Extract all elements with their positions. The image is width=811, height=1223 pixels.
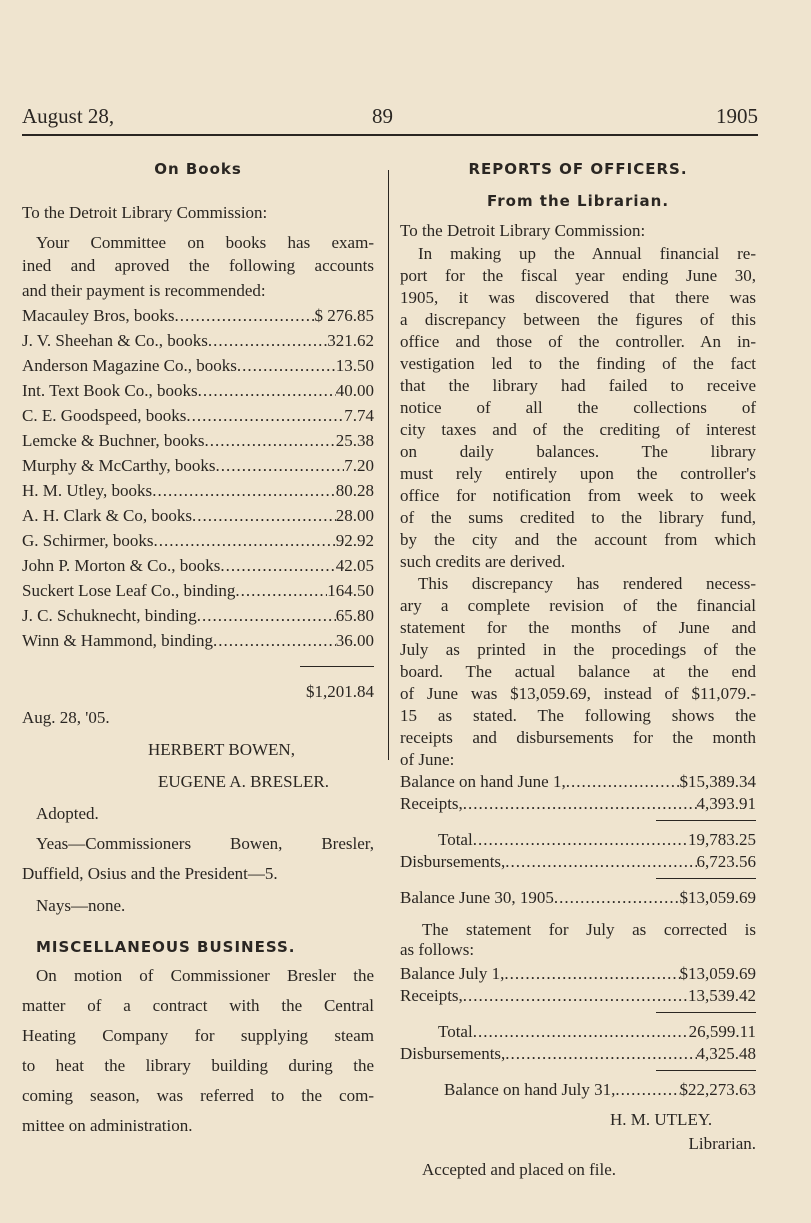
report-date: Aug. 28, '05. [22, 708, 110, 727]
para1-line: by the city and the account from which [400, 530, 756, 549]
page-header [22, 104, 758, 134]
salutation: To the Detroit Library Commission: [22, 203, 268, 222]
header-rule [22, 134, 758, 136]
para2-line: of June was $13,059.69, instead of $11,079.- [400, 684, 756, 703]
para2-line: receipts and disbursements for the month [400, 728, 756, 747]
yeas-line: Yeas—Commissioners Bowen, Bresler, [36, 834, 374, 853]
para1-line: office for notification from week to week [400, 486, 756, 505]
para2-line: statement for the months of June and [400, 618, 756, 637]
signer-name: HERBERT BOWEN, [148, 740, 295, 759]
ledger-row: Balance on hand June 1, ..... $15,389.34 [400, 772, 756, 792]
ledger-row: Balance on hand July 31, ..... $22,273.63 [444, 1080, 756, 1100]
account-row: G. Schirmer, books ..... 92.92 [22, 531, 374, 551]
ledger-row: Balance July 1, ..... $13,059.69 [400, 964, 756, 984]
account-row: C. E. Goodspeed, books ..... 7.74 [22, 406, 374, 426]
ledger-row: Total ..... 26,599.11 [438, 1022, 756, 1042]
para1-line: In making up the Annual financial re- [418, 244, 756, 263]
para1-line: port for the fiscal year ending June 30, [400, 266, 756, 285]
account-row: A. H. Clark & Co, books ..... 28.00 [22, 506, 374, 526]
ledger-rule [656, 1012, 756, 1013]
intro-line: ined and aproved the following accounts [22, 256, 374, 275]
para1-line: of the sums credited to the library fund, [400, 508, 756, 527]
page-number: 89 [372, 104, 393, 128]
ledger-row: Receipts, ..... 13,539.42 [400, 986, 756, 1006]
intro-line: and their payment is recommended: [22, 281, 266, 300]
ledger-rule [656, 878, 756, 879]
para2-line: board. The actual balance at the end [400, 662, 756, 681]
librarian-title: Librarian. [688, 1134, 756, 1153]
para1-line: city taxes and of the crediting of interest [400, 420, 756, 439]
para2-line: 15 as stated. The following shows the [400, 706, 756, 725]
para1-line: office and those of the controller. An in- [400, 332, 756, 351]
ledger-row: Disbursements, ..... 6,723.56 [400, 852, 756, 872]
para2-line: ary a complete revision of the financial [400, 596, 756, 615]
para1-line: 1905, it was discovered that there was [400, 288, 756, 307]
para2-line: of June: [400, 750, 455, 769]
intro-line: Your Committee on books has exam- [36, 233, 374, 252]
ledger-row: Receipts, ..... 4,393.91 [400, 794, 756, 814]
ledger-rule [656, 820, 756, 821]
salutation: To the Detroit Library Commission: [400, 221, 646, 240]
yeas-line: Duffield, Osius and the President—5. [22, 864, 278, 883]
account-row: John P. Morton & Co., books ..... 42.05 [22, 556, 374, 576]
section-heading-reports: REPORTS OF OFFICERS. [468, 160, 688, 178]
account-row: Winn & Hammond, binding ..... 36.00 [22, 631, 374, 651]
total-rule [300, 666, 374, 667]
july-intro-line: The statement for July as corrected is [422, 920, 756, 939]
signer-name: EUGENE A. BRESLER. [158, 772, 329, 791]
misc-text-line: matter of a contract with the Central [22, 996, 374, 1015]
adopted-text: Adopted. [36, 804, 99, 823]
para1-line: must rely entirely upon the controller's [400, 464, 756, 483]
misc-text-line: coming season, was referred to the com- [22, 1086, 374, 1105]
librarian-signature: H. M. UTLEY. [610, 1110, 713, 1129]
account-row: J. C. Schuknecht, binding ..... 65.80 [22, 606, 374, 626]
para1-line: vestigation led to the finding of the fact [400, 354, 756, 373]
account-row: Murphy & McCarthy, books ..... 7.20 [22, 456, 374, 476]
para1-line: notice of all the collections of [400, 398, 756, 417]
account-row: H. M. Utley, books ..... 80.28 [22, 481, 374, 501]
section-heading-on-books: On Books [154, 160, 242, 178]
misc-text-line: to heat the library building during the [22, 1056, 374, 1075]
para1-line: that the library had failed to receive [400, 376, 756, 395]
account-row: Macauley Bros, books ..... $ 276.85 [22, 306, 374, 326]
para1-line: a discrepancy between the figures of this [400, 310, 756, 329]
header-year: 1905 [716, 104, 758, 128]
para2-line: July as printed in the procedings of the [400, 640, 756, 659]
account-row: Lemcke & Buchner, books ..... 25.38 [22, 431, 374, 451]
para1-line: such credits are derived. [400, 552, 566, 571]
ledger-row: Disbursements, ..... 4,325.48 [400, 1044, 756, 1064]
nays-text: Nays—none. [36, 896, 126, 915]
misc-text-line: On motion of Commissioner Bresler the [36, 966, 374, 985]
ledger-row: Balance June 30, 1905 ..... $13,059.69 [400, 888, 756, 908]
account-row: J. V. Sheehan & Co., books ..... 321.62 [22, 331, 374, 351]
july-intro-line: as follows: [400, 940, 475, 959]
ledger-row: Total ..... 19,783.25 [438, 830, 756, 850]
para2-line: This discrepancy has rendered necess- [418, 574, 756, 593]
account-row: Int. Text Book Co., books ..... 40.00 [22, 381, 374, 401]
misc-text-line: mittee on administration. [22, 1116, 193, 1135]
para1-line: on daily balances. The library [400, 442, 756, 461]
subheading-librarian: From the Librarian. [486, 192, 670, 210]
closing-text: Accepted and placed on file. [422, 1160, 616, 1179]
accounts-total: $1,201.84 [306, 682, 374, 701]
account-row: Anderson Magazine Co., books ..... 13.50 [22, 356, 374, 376]
misc-text-line: Heating Company for supplying steam [22, 1026, 374, 1045]
header-date: August 28, [22, 104, 115, 128]
column-divider [388, 170, 389, 760]
misc-business-heading: MISCELLANEOUS BUSINESS. [36, 938, 296, 956]
account-row: Suckert Lose Leaf Co., binding ..... 164.50 [22, 581, 374, 601]
ledger-rule [656, 1070, 756, 1071]
